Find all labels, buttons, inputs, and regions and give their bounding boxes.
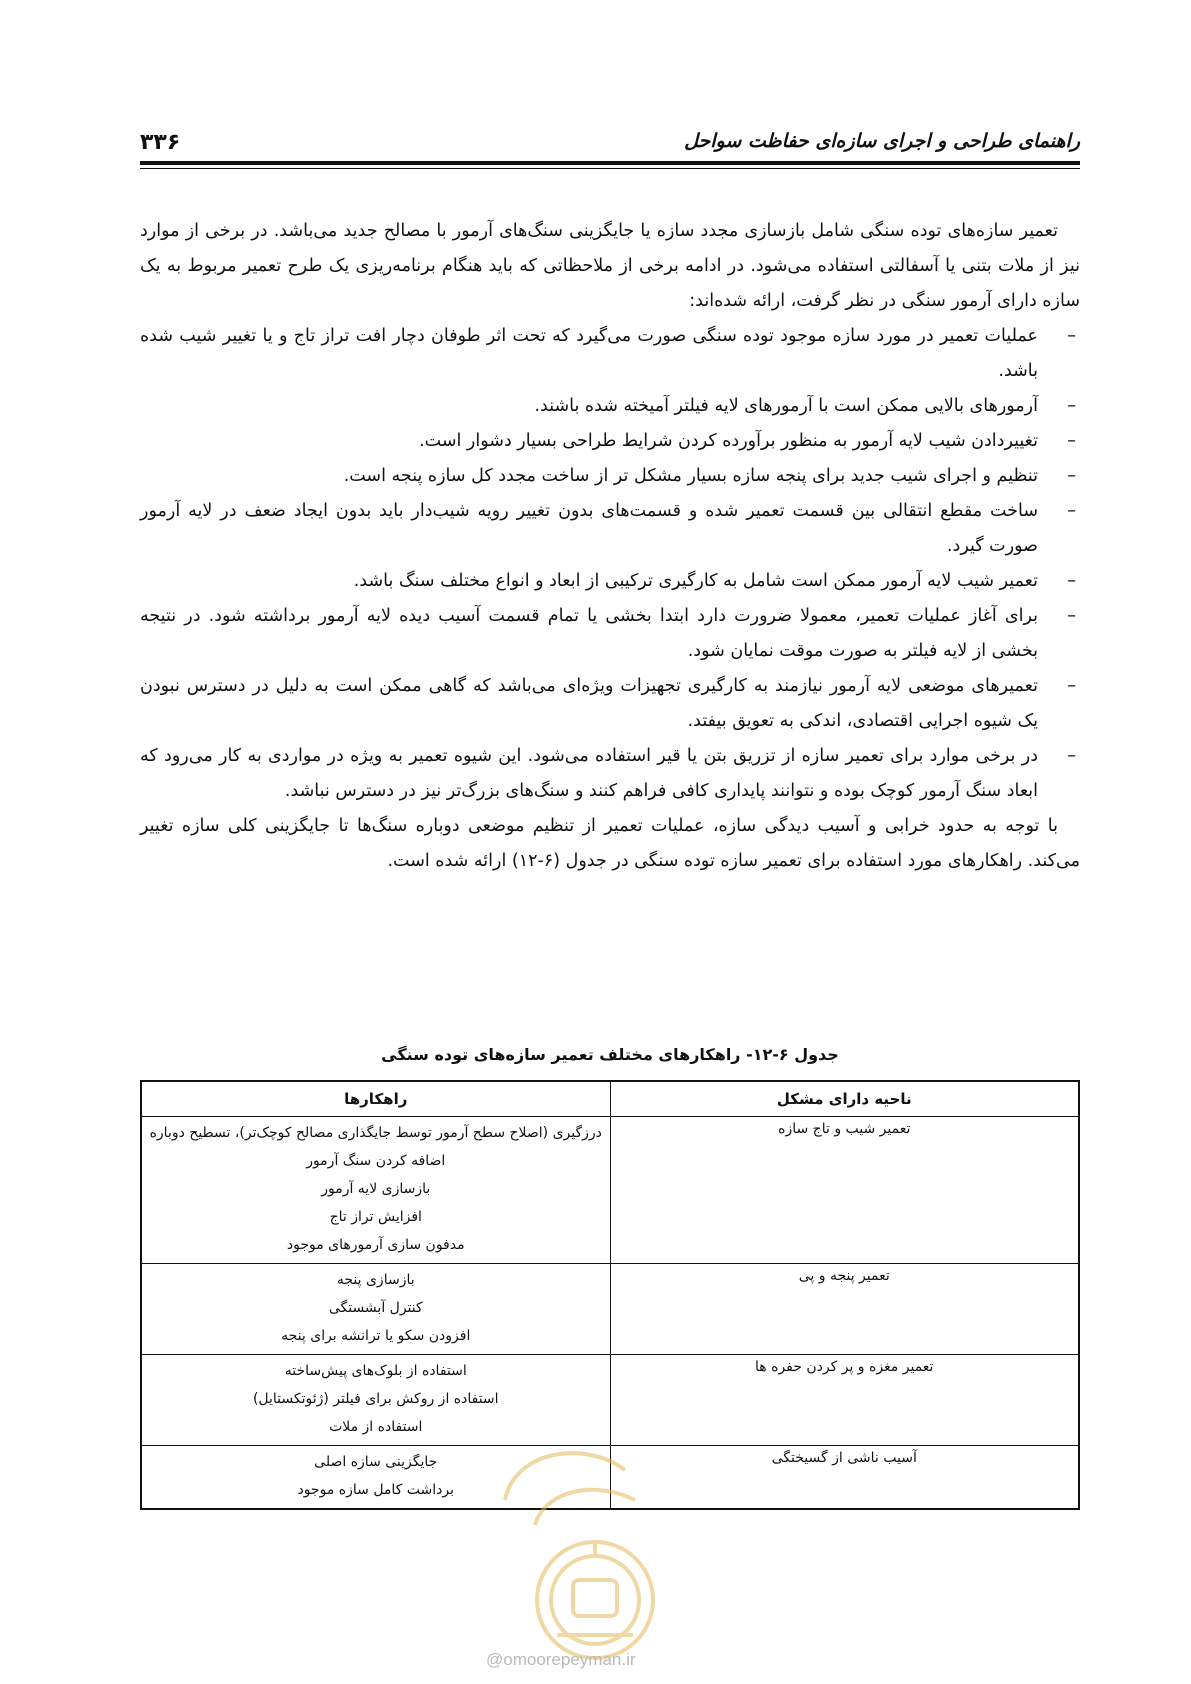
bullet-dash: – — [1067, 396, 1076, 416]
bullet-dash: – — [1067, 676, 1076, 696]
solution-item: بازسازی پنجه — [336, 1272, 415, 1288]
body-text — [140, 214, 1080, 879]
area-cell: تعمیر پنجه و پی — [610, 1264, 1079, 1355]
bullet-dash: – — [1067, 746, 1076, 766]
table-header-row — [141, 1081, 1079, 1117]
solution-item: استفاده از روکش برای فیلتر (ژئوتکستایل) — [252, 1391, 499, 1407]
area-cell: آسیب ناشی از گسیختگی — [610, 1446, 1079, 1510]
list-item — [140, 599, 1080, 669]
list-item-text: ساخت مقطع انتقالی بین قسمت تعمیر شده و قسمت‌های بدون تغییر رویه شیب‌دار باید بدون ایجاد ضعف در لایه آرمور صورت گیرد. — [140, 501, 1038, 556]
list-item-text: تعمیرهای موضعی لایه آرمور نیازمند به کارگیری تجهیزات ویژه‌ای می‌باشد که گاهی ممکن است به دلیل در دسترس نبودن یک شیوه اجرایی اقتصادی، اندکی به تعویق بیفتد. — [140, 676, 1038, 731]
solutions-cell — [141, 1264, 610, 1355]
bullet-dash: – — [1067, 326, 1076, 346]
header-rule-thick — [140, 161, 1080, 165]
list-item-text: آرمورهای بالایی ممکن است با آرمورهای لایه فیلتر آمیخته شده باشند. — [534, 396, 1038, 416]
watermark-site: @omoorepeyman.ir — [486, 1650, 636, 1669]
column-header-solutions: راهکارها — [141, 1081, 610, 1117]
solution-item: استفاده از ملات — [329, 1419, 423, 1435]
list-item — [140, 494, 1080, 564]
solution-item: درزگیری (اصلاح سطح آرمور توسط جایگذاری مصالح کوچک‌تر)، تسطیح دوباره — [149, 1125, 602, 1141]
list-item-text: برای آغاز عملیات تعمیر، معمولا ضرورت دارد ابتدا بخشی یا تمام قسمت آسیب دیده لایه آرمور برداشته شود. در نتیجه بخشی از لایه فیلتر به صورت موقت نمایان شود. — [140, 606, 1038, 661]
list-item — [140, 459, 1080, 494]
page-header — [140, 118, 1080, 162]
solution-item: افزایش تراز تاج — [329, 1209, 422, 1225]
solution-item: مدفون سازی آرمورهای موجود — [286, 1237, 465, 1253]
running-title: راهنمای طراحی و اجرای سازه‌ای حفاظت سواحل — [684, 130, 1080, 152]
bullet-dash: – — [1067, 606, 1076, 626]
solution-item: جایگزینی سازه اصلی — [314, 1454, 438, 1470]
list-item-text: عملیات تعمیر در مورد سازه موجود توده سنگی صورت می‌گیرد که تحت اثر طوفان دچار افت تراز تاج و یا تغییر شیب شده باشد. — [140, 326, 1038, 381]
list-item-text: در برخی موارد برای تعمیر سازه از تزریق بتن یا قیر استفاده می‌شود. این شیوه تعمیر به ویژه در مواردی به کار می‌رود که ابعاد سنگ آرمور کوچک بوده و نتوانند پایداری کافی فراهم کنند و سنگ‌های بزرگ‌تر نیز در دسترس نباشد. — [140, 746, 1038, 801]
watermark-seal-icon — [475, 1430, 695, 1670]
list-item — [140, 564, 1080, 599]
list-item-text: تنظیم و اجرای شیب جدید برای پنجه سازه بسیار مشکل تر از ساخت مجدد کل سازه پنجه است. — [343, 466, 1038, 486]
list-item — [140, 424, 1080, 459]
area-cell: تعمیر مغزه و پر کردن حفره ها — [610, 1355, 1079, 1446]
area-cell: تعمیر شیب و تاج سازه — [610, 1117, 1079, 1264]
solution-item: برداشت کامل سازه موجود — [297, 1482, 455, 1498]
header-rule-thin — [140, 168, 1080, 169]
bullet-dash: – — [1067, 431, 1076, 451]
intro-paragraph: تعمیر سازه‌های توده سنگی شامل بازسازی مجدد سازه یا جایگزینی سنگ‌های آرمور با مصالح جدید می‌باشد. در برخی از موارد نیز از ملات بتنی یا آسفالتی استفاده می‌شود. در ادامه برخی از ملاحظاتی که باید هنگام برنامه‌ریزی یک طرح تعمیر مربوط به یک سازه دارای آرمور سنگی در نظر گرفت، ارائه شده‌اند: — [140, 221, 1080, 311]
list-item — [140, 389, 1080, 424]
list-item — [140, 669, 1080, 739]
bullet-dash: – — [1067, 466, 1076, 486]
list-item-text: تغییردادن شیب لایه آرمور به منظور برآورده کردن شرایط طراحی بسیار دشوار است. — [419, 431, 1038, 451]
solution-item: استفاده از بلوک‌های پیش‌ساخته — [284, 1363, 467, 1379]
table-row — [141, 1264, 1079, 1355]
list-item — [140, 319, 1080, 389]
solution-item: کنترل آبشستگی — [328, 1300, 423, 1316]
bullet-dash: – — [1067, 571, 1076, 591]
list-item — [140, 739, 1080, 809]
solution-item: افزودن سکو یا ترانشه برای پنجه — [281, 1328, 471, 1344]
table-caption: جدول ۶-۱۲- راهکارهای مختلف تعمیر سازه‌های توده سنگی — [381, 1045, 839, 1064]
closing-paragraph: با توجه به حدود خرابی و آسیب دیدگی سازه، عملیات تعمیر از تنظیم موضعی دوباره سنگ‌ها تا جایگزینی کلی سازه تغییر می‌کند. راهکارهای مورد استفاده برای تعمیر سازه توده سنگی در جدول (۶-۱۲) ارائه شده است. — [140, 816, 1080, 871]
column-header-area: ناحیه دارای مشکل — [610, 1081, 1079, 1117]
list-item-text: تعمیر شیب لایه آرمور ممکن است شامل به کارگیری ترکیبی از ابعاد و انواع مختلف سنگ باشد. — [353, 571, 1038, 591]
solutions-cell — [141, 1117, 610, 1264]
bullet-dash: – — [1067, 501, 1076, 521]
page-number: ۳۳۶ — [140, 130, 181, 155]
solution-item: بازسازی لایه آرمور — [321, 1181, 431, 1197]
table-row — [141, 1117, 1079, 1264]
considerations-list — [140, 319, 1080, 809]
solution-item: اضافه کردن سنگ آرمور — [306, 1153, 446, 1169]
